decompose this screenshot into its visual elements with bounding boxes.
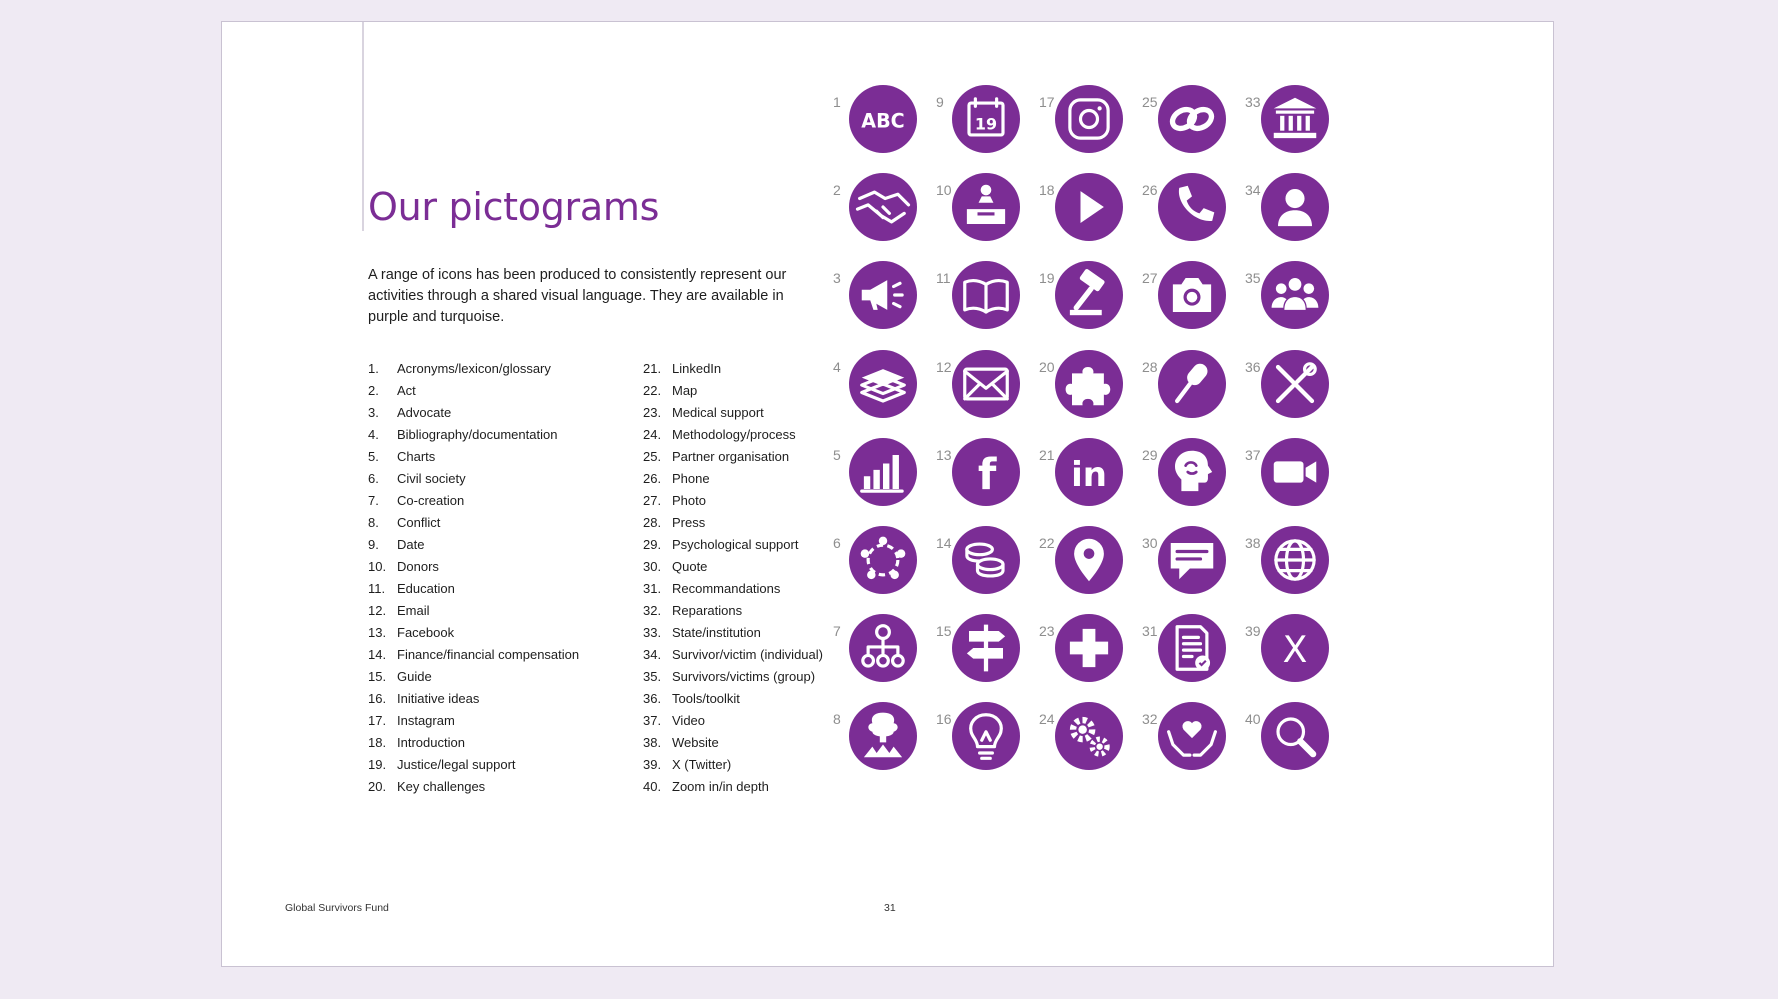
list-item-label: Survivors/victims (group) (672, 669, 816, 684)
list-item (643, 779, 823, 801)
pictogram-cell (1245, 526, 1367, 626)
pictogram-number: 34 (1245, 182, 1261, 198)
list-item (643, 713, 823, 735)
list-item-number: 25. (643, 449, 662, 464)
list-item-label: Quote (672, 559, 708, 574)
pictogram-number: 14 (936, 535, 952, 551)
co-creation-icon (849, 614, 917, 682)
coins-icon (952, 526, 1020, 594)
speech-bubble-icon (1158, 526, 1226, 594)
list-item (643, 559, 823, 581)
link-icon (1158, 85, 1226, 153)
open-book-icon (952, 261, 1020, 329)
list-item-number: 32. (643, 603, 662, 618)
pictogram-number: 1 (833, 94, 841, 110)
list-item-label: Initiative ideas (397, 691, 480, 706)
pictogram-number: 24 (1039, 711, 1055, 727)
pictogram-number: 36 (1245, 359, 1261, 375)
list-item-label: X (Twitter) (672, 757, 732, 772)
list-item-number: 31. (643, 581, 662, 596)
list-item-number: 5. (368, 449, 379, 464)
medical-cross-icon (1055, 614, 1123, 682)
linkedin-icon (1055, 438, 1123, 506)
list-item-label: Press (672, 515, 706, 530)
list-item (368, 471, 579, 493)
list-item (643, 537, 823, 559)
list-item (643, 757, 823, 779)
pictogram-list-column-2 (643, 361, 823, 801)
pictogram-number: 4 (833, 359, 841, 375)
list-item-number: 4. (368, 427, 379, 442)
list-item-number: 7. (368, 493, 379, 508)
svg-text:X: X (1282, 627, 1308, 671)
x-logo-icon (1261, 614, 1329, 682)
list-item-label: Advocate (397, 405, 452, 420)
list-item-label: State/institution (672, 625, 761, 640)
pictogram-cell (1245, 85, 1367, 185)
list-item-number: 23. (643, 405, 662, 420)
pictogram-number: 9 (936, 94, 944, 110)
list-item (643, 515, 823, 537)
pictogram-number: 31 (1142, 623, 1158, 639)
tools-icon (1261, 350, 1329, 418)
bar-chart-icon (849, 438, 917, 506)
list-item-number: 28. (643, 515, 662, 530)
head-brain-icon (1158, 438, 1226, 506)
list-item-number: 6. (368, 471, 379, 486)
document-check-icon (1158, 614, 1226, 682)
list-item (368, 713, 579, 735)
list-item-number: 24. (643, 427, 662, 442)
pictogram-number: 6 (833, 535, 841, 551)
list-item-number: 8. (368, 515, 379, 530)
pictogram-number: 17 (1039, 94, 1055, 110)
list-item-number: 13. (368, 625, 387, 640)
pictogram-number: 16 (936, 711, 952, 727)
list-item (368, 361, 579, 383)
svg-text:19: 19 (974, 114, 998, 134)
list-item-number: 19. (368, 757, 387, 772)
camera-icon (1158, 261, 1226, 329)
list-item-number: 2. (368, 383, 379, 398)
list-item (643, 691, 823, 713)
pictogram-number: 33 (1245, 94, 1261, 110)
footer-brand: Global Survivors Fund (285, 902, 389, 914)
instagram-icon (1055, 85, 1123, 153)
pictogram-number: 20 (1039, 359, 1055, 375)
play-icon (1055, 173, 1123, 241)
svg-text:ABC: ABC (861, 109, 905, 133)
institution-icon (1261, 85, 1329, 153)
puzzle-icon (1055, 350, 1123, 418)
list-item (643, 361, 823, 383)
video-camera-icon (1261, 438, 1329, 506)
list-item-number: 30. (643, 559, 662, 574)
list-item-label: Bibliography/documentation (397, 427, 558, 442)
list-item-number: 21. (643, 361, 662, 376)
list-item-label: Conflict (397, 515, 441, 530)
list-item-label: Email (397, 603, 430, 618)
list-item-label: Psychological support (672, 537, 799, 552)
pictogram-cell (1245, 350, 1367, 450)
page-title: Our pictograms (368, 185, 660, 229)
list-item (368, 559, 579, 581)
pictogram-number: 13 (936, 447, 952, 463)
list-item-number: 15. (368, 669, 387, 684)
list-item-number: 11. (368, 581, 386, 596)
list-item-label: LinkedIn (672, 361, 722, 376)
list-item-label: Reparations (672, 603, 743, 618)
pictogram-number: 29 (1142, 447, 1158, 463)
pictogram-number: 35 (1245, 270, 1261, 286)
gavel-icon (1055, 261, 1123, 329)
list-item-label: Introduction (397, 735, 465, 750)
list-item (368, 493, 579, 515)
list-item-number: 9. (368, 537, 379, 552)
lightbulb-icon (952, 702, 1020, 770)
magnifier-icon (1261, 702, 1329, 770)
pictogram-cell (1245, 438, 1367, 538)
pictogram-number: 25 (1142, 94, 1158, 110)
list-item (368, 625, 579, 647)
list-item-number: 16. (368, 691, 387, 706)
pictogram-number: 10 (936, 182, 952, 198)
pictogram-number: 5 (833, 447, 841, 463)
pictogram-number: 19 (1039, 270, 1055, 286)
svg-text:in: in (1071, 454, 1107, 495)
list-item-label: Education (397, 581, 455, 596)
list-item-label: Survivor/victim (individual) (672, 647, 823, 662)
person-icon (1261, 173, 1329, 241)
pictogram-number: 32 (1142, 711, 1158, 727)
list-item-label: Partner organisation (672, 449, 790, 464)
document-page (221, 21, 1554, 967)
list-item (643, 427, 823, 449)
list-item-label: Phone (672, 471, 710, 486)
explosion-icon (849, 702, 917, 770)
list-item-number: 34. (643, 647, 662, 662)
community-circle-icon (849, 526, 917, 594)
list-item-number: 20. (368, 779, 387, 794)
microphone-icon (1158, 350, 1226, 418)
pictogram-number: 30 (1142, 535, 1158, 551)
calendar-icon (952, 85, 1020, 153)
pictogram-number: 3 (833, 270, 841, 286)
list-item (643, 647, 823, 669)
list-item (643, 405, 823, 427)
list-item (643, 493, 823, 515)
pictogram-number: 8 (833, 711, 841, 727)
pictogram-list-column-1 (368, 361, 579, 801)
list-item-label: Video (672, 713, 706, 728)
list-item-number: 35. (643, 669, 662, 684)
list-item-number: 22. (643, 383, 662, 398)
donation-box-icon (952, 173, 1020, 241)
list-item-label: Website (672, 735, 719, 750)
list-item-label: Justice/legal support (397, 757, 516, 772)
intro-paragraph: A range of icons has been produced to consistently represent our activities through a shared visual language. They are available in purple and turquoise. (368, 267, 787, 325)
list-item-label: Instagram (397, 713, 455, 728)
list-item (643, 735, 823, 757)
pictogram-number: 18 (1039, 182, 1055, 198)
list-item-label: Map (672, 383, 698, 398)
list-item (368, 449, 579, 471)
list-item-number: 10. (368, 559, 387, 574)
gears-icon (1055, 702, 1123, 770)
list-item-label: Co-creation (397, 493, 465, 508)
list-item-label: Zoom in/in depth (672, 779, 769, 794)
pictogram-number: 7 (833, 623, 841, 639)
list-item (643, 603, 823, 625)
pictogram-number: 15 (936, 623, 952, 639)
hands-heart-icon (1158, 702, 1226, 770)
list-item (368, 691, 579, 713)
pictogram-number: 27 (1142, 270, 1158, 286)
handshake-icon (849, 173, 917, 241)
list-item (368, 779, 579, 801)
list-item-label: Recommandations (672, 581, 781, 596)
list-item-number: 3. (368, 405, 379, 420)
group-icon (1261, 261, 1329, 329)
list-item-number: 26. (643, 471, 662, 486)
list-item (643, 471, 823, 493)
list-item-label: Finance/financial compensation (397, 647, 580, 662)
list-item (643, 449, 823, 471)
pictogram-number: 37 (1245, 447, 1261, 463)
list-item-number: 17. (368, 713, 387, 728)
list-item-number: 29. (643, 537, 662, 552)
list-item-number: 14. (368, 647, 387, 662)
list-item-label: Photo (672, 493, 706, 508)
list-item (643, 625, 823, 647)
pictogram-number: 12 (936, 359, 952, 375)
page-number: 31 (884, 902, 896, 914)
list-item (368, 405, 579, 427)
list-item (368, 603, 579, 625)
envelope-icon (952, 350, 1020, 418)
list-item-number: 37. (643, 713, 662, 728)
pictogram-number: 21 (1039, 447, 1055, 463)
pictogram-number: 22 (1039, 535, 1055, 551)
list-item-label: Key challenges (397, 779, 486, 794)
megaphone-icon (849, 261, 917, 329)
list-item-number: 1. (368, 361, 379, 376)
pictogram-number: 38 (1245, 535, 1261, 551)
pictogram-cell (1245, 261, 1367, 361)
pictogram-number: 11 (936, 270, 951, 286)
globe-icon (1261, 526, 1329, 594)
list-item (368, 537, 579, 559)
list-item-number: 18. (368, 735, 387, 750)
list-item-number: 36. (643, 691, 662, 706)
pictogram-number: 39 (1245, 623, 1261, 639)
list-item-label: Donors (397, 559, 439, 574)
list-item (368, 383, 579, 405)
book-stack-icon (849, 350, 917, 418)
facebook-icon (952, 438, 1020, 506)
list-item (368, 581, 579, 603)
list-item-number: 33. (643, 625, 662, 640)
abc-icon (849, 85, 917, 153)
list-item-number: 27. (643, 493, 662, 508)
list-item-number: 12. (368, 603, 387, 618)
list-item-number: 40. (643, 779, 662, 794)
list-item-label: Acronyms/lexicon/glossary (397, 361, 551, 376)
list-item (643, 581, 823, 603)
svg-text:f: f (977, 451, 997, 500)
list-item-label: Facebook (397, 625, 455, 640)
list-item (643, 669, 823, 691)
list-item (368, 647, 579, 669)
list-item-label: Medical support (672, 405, 764, 420)
list-item-number: 39. (643, 757, 662, 772)
map-pin-icon (1055, 526, 1123, 594)
list-item-label: Methodology/process (672, 427, 796, 442)
pictogram-cell (1245, 614, 1367, 714)
list-item-number: 38. (643, 735, 662, 750)
signpost-icon (952, 614, 1020, 682)
list-item (368, 757, 579, 779)
pictogram-number: 28 (1142, 359, 1158, 375)
list-item (643, 383, 823, 405)
pictogram-number: 23 (1039, 623, 1055, 639)
pictogram-cell (1245, 702, 1367, 802)
list-item-label: Charts (397, 449, 436, 464)
list-item-label: Civil society (397, 471, 466, 486)
list-item-label: Date (397, 537, 425, 552)
list-item-label: Guide (397, 669, 432, 684)
pictogram-number: 40 (1245, 711, 1261, 727)
list-item (368, 427, 579, 449)
list-item-label: Act (397, 383, 416, 398)
pictogram-number: 26 (1142, 182, 1158, 198)
pictogram-cell (1245, 173, 1367, 273)
pictogram-number: 2 (833, 182, 841, 198)
phone-icon (1158, 173, 1226, 241)
list-item (368, 515, 579, 537)
list-item-label: Tools/toolkit (672, 691, 740, 706)
list-item (368, 735, 579, 757)
list-item (368, 669, 579, 691)
vertical-rule (362, 22, 364, 231)
